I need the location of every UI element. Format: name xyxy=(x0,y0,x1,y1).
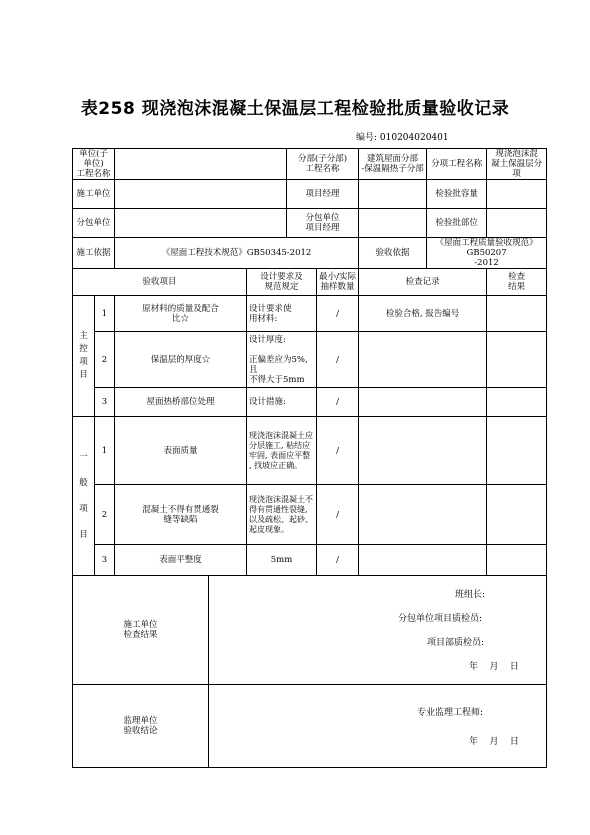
division-label: 分部(子分部) 工程名称 xyxy=(287,149,359,180)
acceptance-basis-value: 《屋面工程质量验收规范》GB50207 -2012 xyxy=(427,238,547,269)
table-row xyxy=(73,545,547,576)
sample-count: / xyxy=(317,545,359,576)
supervision-result-area[interactable] xyxy=(209,685,547,768)
inspection-record-table xyxy=(72,148,547,768)
subcontract-manager-label: 分包单位 项目经理 xyxy=(287,209,359,238)
row-number: 3 xyxy=(95,388,115,417)
team-leader-label: 班组长: xyxy=(455,590,486,600)
supervision-date: 年 月 日 xyxy=(469,737,519,747)
check-result[interactable] xyxy=(487,296,547,332)
construction-date: 年 月 日 xyxy=(469,662,519,672)
subcontract-unit-value[interactable] xyxy=(115,209,287,238)
table-row xyxy=(73,417,547,485)
check-record: 检验合格, 报告编号 xyxy=(359,296,487,332)
basis-value: 《屋面工程技术规范》GB50345-2012 xyxy=(115,238,359,269)
basis-label: 施工依据 xyxy=(73,238,115,269)
col-record-header: 检查记录 xyxy=(359,269,487,296)
sample-count: / xyxy=(317,388,359,417)
sample-count: / xyxy=(317,332,359,388)
check-result[interactable] xyxy=(487,388,547,417)
header-row-basis xyxy=(73,238,547,269)
table-row xyxy=(73,296,547,332)
project-manager-label: 项目经理 xyxy=(287,180,359,209)
batch-capacity-value[interactable] xyxy=(487,180,547,209)
general-items-label: 一 般 项 目 xyxy=(73,417,95,576)
construction-unit-value[interactable] xyxy=(115,180,287,209)
unit-project-value[interactable] xyxy=(115,149,287,180)
project-manager-value[interactable] xyxy=(359,180,427,209)
table-row xyxy=(73,485,547,545)
column-header-row xyxy=(73,269,547,296)
check-record[interactable] xyxy=(359,388,487,417)
requirement: 设计厚度: 正偏差应为5%, 且 不得大于5mm xyxy=(247,332,317,388)
row-number: 2 xyxy=(95,332,115,388)
item-name: 混凝土不得有贯通裂 缝等缺陷 xyxy=(115,485,247,545)
main-control-label: 主 控 项 目 xyxy=(73,296,95,417)
supervisor-engineer-label: 专业监理工程师: xyxy=(417,708,484,718)
row-number: 3 xyxy=(95,545,115,576)
construction-result-area[interactable] xyxy=(209,576,547,685)
col-sample-header: 最小/实际 抽样数量 xyxy=(317,269,359,296)
col-result-header: 检查 结果 xyxy=(487,269,547,296)
acceptance-basis-label: 验收依据 xyxy=(359,238,427,269)
check-record[interactable] xyxy=(359,332,487,388)
header-row-construction-unit xyxy=(73,180,547,209)
sample-count: / xyxy=(317,296,359,332)
sample-count: / xyxy=(317,485,359,545)
check-result[interactable] xyxy=(487,485,547,545)
requirement: 设计措施: xyxy=(247,388,317,417)
sub-inspector-label: 分包单位项目质检员: xyxy=(398,614,483,624)
row-number: 2 xyxy=(95,485,115,545)
check-record[interactable] xyxy=(359,417,487,485)
batch-part-value[interactable] xyxy=(487,209,547,238)
document-number: 编号: 010204020401 xyxy=(356,133,449,143)
requirement: 设计要求使 用材料: xyxy=(247,296,317,332)
page-title: 表258 现浇泡沫混凝土保温层工程检验批质量验收记录 xyxy=(80,99,510,119)
item-name: 保温层的厚度☆ xyxy=(115,332,247,388)
check-record[interactable] xyxy=(359,485,487,545)
subitem-label: 分项工程名称 xyxy=(427,149,487,180)
check-result[interactable] xyxy=(487,417,547,485)
col-item-header: 验收项目 xyxy=(73,269,247,296)
check-record[interactable] xyxy=(359,545,487,576)
supervision-result-label: 监理单位 验收结论 xyxy=(73,685,209,768)
construction-result-row xyxy=(73,576,547,685)
batch-part-label: 检验批部位 xyxy=(427,209,487,238)
item-name: 原材料的质量及配合 比☆ xyxy=(115,296,247,332)
col-requirement-header: 设计要求及 规范规定 xyxy=(247,269,317,296)
requirement: 5mm xyxy=(247,545,317,576)
row-number: 1 xyxy=(95,417,115,485)
subcontract-manager-value[interactable] xyxy=(359,209,427,238)
supervision-result-row xyxy=(73,685,547,768)
check-result[interactable] xyxy=(487,332,547,388)
project-inspector-label: 项目部质检员: xyxy=(427,638,485,648)
requirement: 现浇泡沫混凝土不 得有贯通性裂缝, 以及疏松、起砂、 起皮现象。 xyxy=(247,485,317,545)
item-name: 表面质量 xyxy=(115,417,247,485)
sample-count: / xyxy=(317,417,359,485)
table-row xyxy=(73,388,547,417)
item-name: 屋面热桥部位处理 xyxy=(115,388,247,417)
unit-project-label: 单位(子单位) 工程名称 xyxy=(73,149,115,180)
header-row-project xyxy=(73,149,547,180)
construction-result-label: 施工单位 检查结果 xyxy=(73,576,209,685)
requirement: 现浇泡沫混凝土应 分层施工, 粘结应 牢固, 表面应平整 , 找坡应正确。 xyxy=(247,417,317,485)
construction-unit-label: 施工单位 xyxy=(73,180,115,209)
table-row xyxy=(73,332,547,388)
division-value: 建筑屋面分部 -保温隔热子分部 xyxy=(359,149,427,180)
subcontract-unit-label: 分包单位 xyxy=(73,209,115,238)
row-number: 1 xyxy=(95,296,115,332)
header-row-subcontract-unit xyxy=(73,209,547,238)
batch-capacity-label: 检验批容量 xyxy=(427,180,487,209)
item-name: 表面平整度 xyxy=(115,545,247,576)
check-result[interactable] xyxy=(487,545,547,576)
subitem-value: 现浇泡沫混 凝土保温层分项 xyxy=(487,149,547,180)
